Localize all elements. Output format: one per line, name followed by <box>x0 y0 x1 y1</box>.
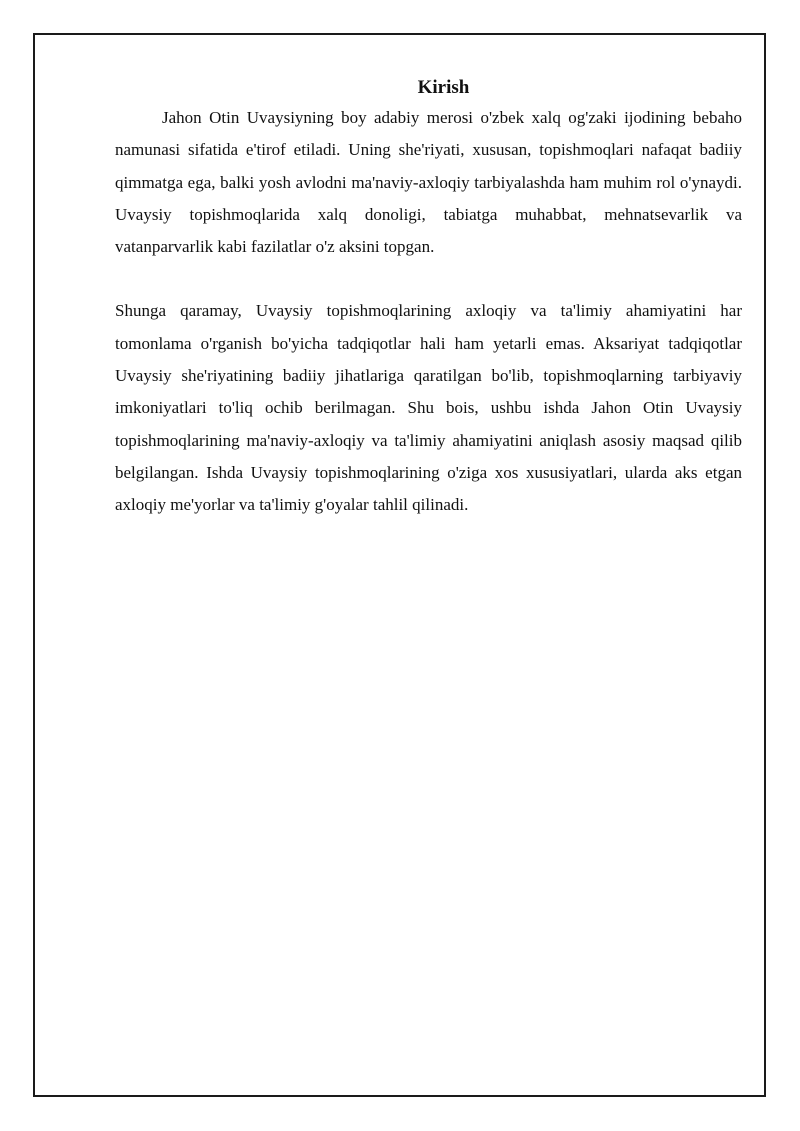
document-title: Kirish <box>417 77 470 98</box>
document-body <box>115 75 742 522</box>
paragraph-research-goal: Shunga qaramay, Uvaysiy topishmoqlarining axloqiy va ta'limiy ahamiyatini har tomonlama o'rganish bo'yicha tadqiqotlar hali ham yetarli emas. Aksariyat tadqiqotlar Uvaysiy she'riyatining badiiy jihatlariga qaratilgan bo'lib, topishmoqlarning tarbiyaviy imkoniyatlari to'liq ochib berilmagan. Shu bois, ushbu ishda Jahon Otin Uvaysiy topishmoqlarining ma'naviy-axloqiy va ta'limiy ahamiyatini aniqlash asosiy maqsad qilib belgilangan. Ishda Uvaysiy topishmoqlarining o'ziga xos xususiyatlari, ularda aks etgan axloqiy me'yorlar va ta'limiy g'oyalar tahlil qilinadi. <box>115 301 742 515</box>
paragraph-introduction: Jahon Otin Uvaysiyning boy adabiy merosi o'zbek xalq og'zaki ijodining bebaho namunasi sifatida e'tirof etiladi. Uning she'riyati, xususan, topishmoqlari nafaqat badiiy qimmatga ega, balki yosh avlodni ma'naviy-axloqiy tarbiyalashda ham muhim rol o'ynaydi. Uvaysiy topishmoqlarida xalq donoligi, tabiatga muhabbat, mehnatsevarlik va vatanparvarlik kabi fazilatlar o'z aksini topgan. <box>115 108 742 257</box>
